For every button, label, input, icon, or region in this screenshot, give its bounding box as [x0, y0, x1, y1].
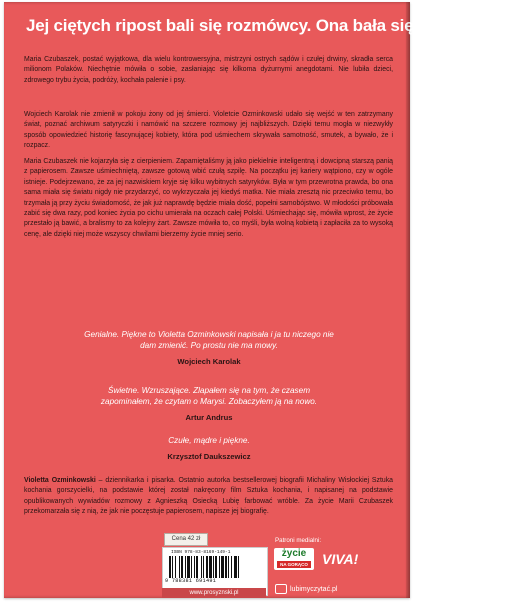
viva-logo: VIVA!: [322, 551, 359, 567]
blurb-quote: Czułe, mądre i piękne.: [168, 436, 250, 445]
description-paragraph-3: Maria Czubaszek nie kojarzyła się z cierpieniem. Zapamiętaliśmy ją jako piekielnie inteligentną i dowcipną starszą panią z papierosem. Zawsze uśmiechniętą, zawsze gotową wbić czułą szpilę. Na początku jej kariery wątpiono, czy w ogóle istnieje. Podejrzewano, że za jej nazwiskiem kryje się kilku wybitnych satyryków. Była w tym przewrotna prawda, bo ona sama miała się światu nigdy nie przydarzyć, co wykrzyczała jej kiedyś matka. Nie miała zresztą nic przeciwko temu, bo trzymała ją przy życiu świadomość, że jak już naprawdę będzie miała dość, popełni samobójstwo. W młodości próbowała zabić się dwa razy, pod koniec życia po cichu umierała na oczach całej Polski. Uśmiechając się, mówiła wprost, że życie przestało ją bawić, a bralismy to za kolejny żart. Zawsze mówiła to, co myśli, była wolną kobietą i zapłaciła za to wysoką cenę, ale dzięki niej może wszyscy chwilami bierzemy życie mniej serio.: [24, 158, 393, 238]
barcode-bar: [219, 556, 220, 578]
barcode-bar: [231, 556, 232, 578]
price-tag: Cena 42 zł: [164, 533, 208, 546]
barcode-bar: [203, 556, 204, 578]
blurb-2: [84, 385, 334, 423]
zycie-logo-sub: NA GORĄCO: [277, 561, 311, 568]
barcode-bar: [187, 556, 190, 578]
barcode-bar: [201, 556, 202, 578]
barcode-bar: [209, 556, 212, 578]
blurb-quote: Genialne. Piękne to Violetta Ozminkowski napisała i ja tu niczego nie dam zmienić. Po prostu nie ma mowy.: [84, 330, 334, 350]
barcode-icon: [169, 556, 261, 578]
book-back-cover: [4, 2, 515, 598]
barcode-bar: [206, 556, 208, 578]
barcode-bar: [185, 556, 186, 578]
cover-edge-shadow: [406, 2, 410, 598]
description-paragraph-1: Maria Czubaszek, postać wyjątkowa, dla wielu kontrowersyjna, mistrzyni ostrych sądów i czułej drwiny, skradła serca milionom Polaków. Niechętnie mówiła o sobie, zasłaniając się kilkoma dyżurnymi anegdotami. Nie lubiła dzieci, zdrowego trybu życia, podróży, kochała palenie i psy.: [24, 56, 393, 84]
blurb-3: [84, 435, 334, 462]
author-bio-text: – dziennikarka i pisarka. Ostatnio autorka bestsellerowej biografii Michaliny Wisłockiej Sztuka kochania gorszycielki, na podstawie której został nakręcony film Sztuka kochania, i napisanej na podstawie opublikowanych wywiadów rozmowy z Agnieszką Osiecką Lubię farbować wróble. Za życie Marii Czubaszek przekomarzała się z nią, że jak nie poczęstuje papierosem, napisze jej biografię.: [24, 477, 393, 516]
isbn-text: ISBN 978-83-8169-149-1: [171, 550, 231, 555]
barcode-bar: [234, 556, 237, 578]
barcode-bar: [191, 556, 192, 578]
author-name: Violetta Ozminkowski: [24, 477, 96, 484]
barcode-bar: [213, 556, 214, 578]
zycie-logo-main: życie: [281, 548, 307, 559]
barcode-bar: [238, 556, 239, 578]
barcode-bar: [221, 556, 224, 578]
description-paragraph-2: Wojciech Karolak nie zmienił w pokoju żony od jej śmierci. Violetcie Ozminkowski udało się wejść w ten zatrzymany świat, poznać archiwum satyryczki i namówić na szczere rozmowy jej najbliższych. Dzięki temu mogła w niezwykły sposób opowiedzieć historię fascynującej kobiety, która pod uśmiechem skrywała samotność, smutek, a bywało, że i rozpacz.: [24, 111, 393, 150]
blurb-author: Krzysztof Daukszewicz: [167, 452, 251, 461]
barcode-bar: [196, 556, 198, 578]
barcode-bar: [228, 556, 229, 578]
website-link[interactable]: www.prosyznski.pl: [162, 588, 266, 598]
blurb-author: Wojciech Karolak: [177, 357, 241, 366]
lubimyczytac-logo: [275, 584, 337, 594]
barcode-bar: [169, 556, 171, 578]
barcode-bar: [181, 556, 183, 578]
book-icon: [275, 584, 287, 594]
barcode-bar: [194, 556, 195, 578]
patrons-label: Patroni medialni:: [275, 537, 322, 544]
barcode-bar: [175, 556, 176, 578]
lubimyczytac-logo-text: lubimyczytać.pl: [290, 585, 338, 593]
blurb-1: [84, 329, 334, 367]
barcode-bar: [225, 556, 227, 578]
barcode-bar: [172, 556, 173, 578]
headline: Jej ciętych ripost bali się rozmówcy. Ona bała się tylko myszy.: [26, 16, 515, 35]
blurb-quote: Świetne. Wzruszające. Zlapałem się na tym, że czasem zapominałem, że czytam o Marysi. Zobaczyłem ją na nowo.: [100, 386, 318, 406]
barcode-bar: [215, 556, 217, 578]
author-bio: [24, 476, 393, 518]
barcode-bar: [179, 556, 180, 578]
blurb-author: Artur Andrus: [185, 413, 233, 422]
zycie-na-goraco-logo: [274, 548, 314, 570]
barcode-digits: 9 788381 691491: [165, 578, 217, 584]
